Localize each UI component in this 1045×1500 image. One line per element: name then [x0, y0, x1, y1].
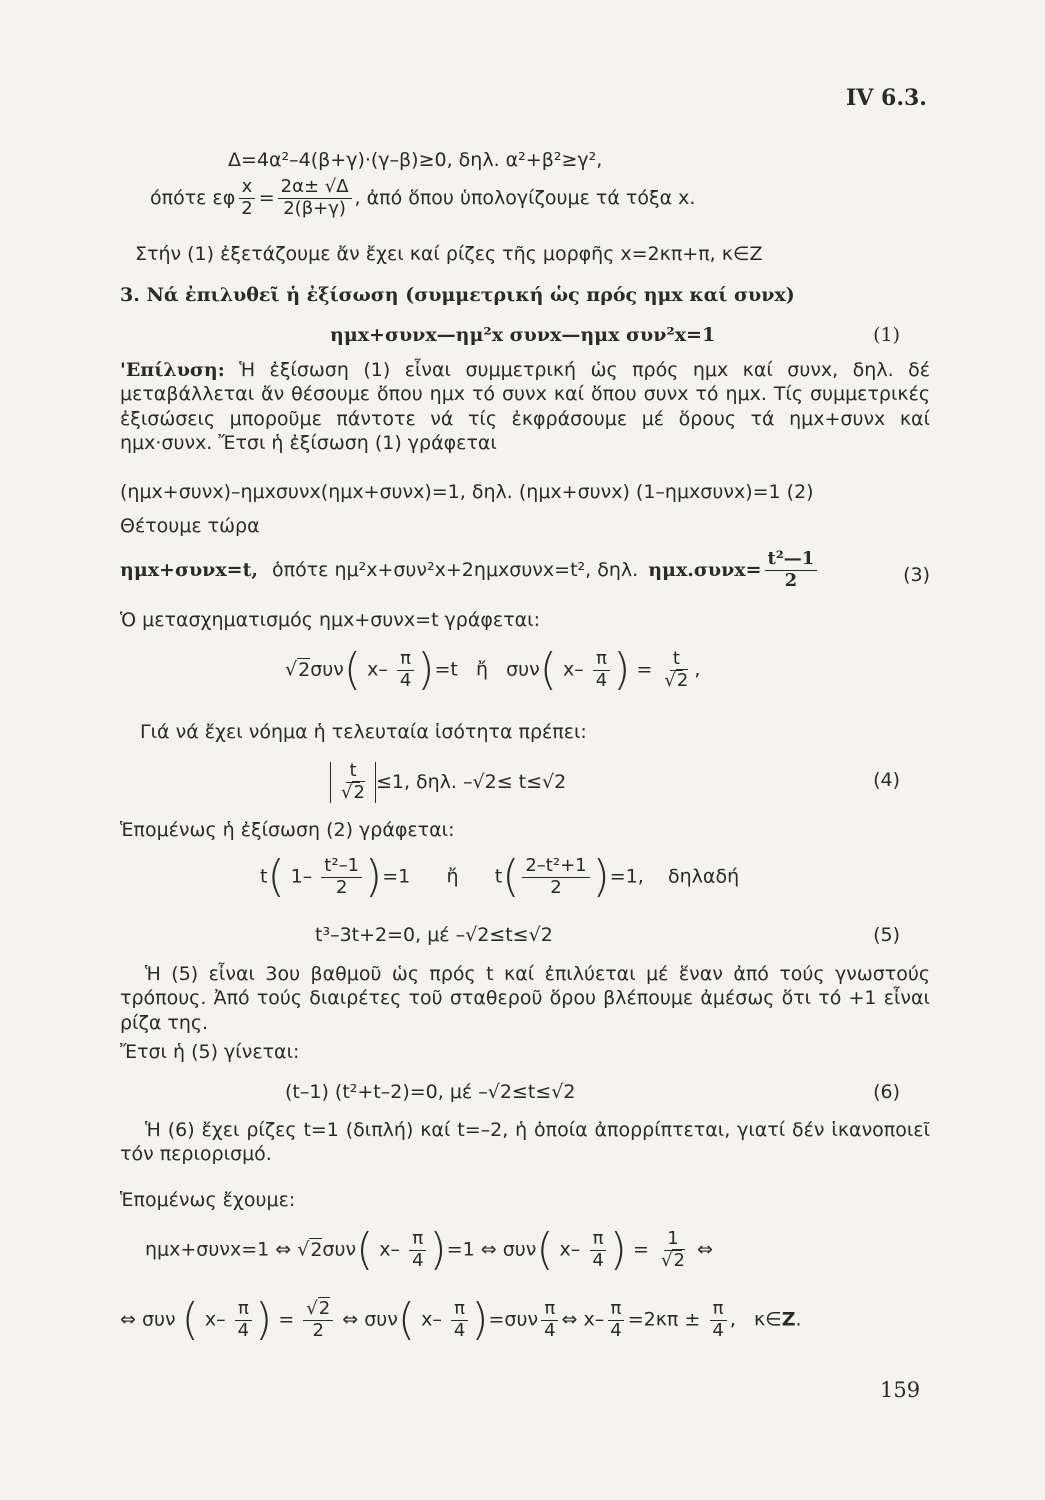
eq3-label: (3) [903, 564, 930, 586]
eq5-becomes: Ἔτσι ἡ (5) γίνεται: [120, 1041, 300, 1063]
solution-paragraph-3: Ἡ (6) ἔχει ρίζες t=1 (διπλή) καί t=–2, ἡ ὁποία ἀπορρίπτεται, γιατί δέν ἱκανοποιεῖ τόν περιορισμό. [120, 1119, 930, 1166]
final-chain-1: ημx+συνx=1 ⇔ √2συν( x– $\frac{\pi}{4}$ )=1 ⇔ συν( x– $\frac{\pi}{4}$ ) = $\frac{1}{√2}$ ⇔ [145, 1224, 713, 1275]
equation-6: (t–1) (t²+t–2)=0, μέ –√2≤t≤√2 [285, 1081, 576, 1103]
transform-equation: √2συν( x– $\frac{\pi}{4}$ )=t ἤ συν( x– $\frac{\pi}{4}$ ) = $\frac{t}{√2}$ , [285, 644, 701, 695]
eq1-label: (1) [873, 324, 900, 346]
equation-5: t³–3t+2=0, μέ –√2≤t≤√2 [315, 924, 553, 946]
solution-text-1: Ἡ ἐξίσωση (1) εἶναι συμμετρική ὡς πρός ημx καί συνx, δηλ. δέ μεταβάλλεται ἄν θέσουμε ὅπου ημx τό συνx καί ὅπου συνx τό ημx. Τίς συμμετρικές ἐξισώσεις μποροῦμε πάντοτε νά τίς ἐκφράσουμε μέ ὅρους τά ημx+συνx καί ημx·συνx. Ἔτσι ἡ ἐξίσωση (1) γράφεται [120, 359, 930, 454]
eq3-sub: ημx+συνx=t, [120, 558, 258, 581]
tan-prefix: όπότε εφ [150, 186, 236, 209]
half-num: x [239, 178, 256, 199]
tan-den: 2(β+γ) [283, 197, 346, 219]
equation-3 [120, 550, 820, 591]
tan-eq: = [258, 186, 275, 209]
page-number: 159 [880, 1378, 921, 1402]
eq3-den: 2 [784, 569, 798, 591]
hence: Ἑπομένως ἔχουμε: [120, 1189, 296, 1211]
set-now: Θέτουμε τώρα [120, 515, 260, 537]
delta-inequality: Δ=4α²–4(β+γ)·(γ–β)≥0, δηλ. α²+β²≥γ², [228, 149, 603, 171]
eq2-becomes: Ἑπομένως ἡ ἐξίσωση (2) γράφεται: [120, 819, 455, 841]
problem-title: 3. Νά ἐπιλυθεῖ ἡ ἐξίσωση (συμμετρική ὡς πρός ημx καί συνx) [120, 284, 795, 306]
equation-4: $\frac{t}{√2}$ ≤1, δηλ. –√2≤ t≤√2 [330, 762, 566, 803]
solution-label: 'Επίλυση: [120, 359, 225, 381]
roots-check-line: Στήν (1) ἐξετάζουμε ἄν ἔχει καί ρίζες τῆς μορφῆς x=2κπ+π, κ∈Z [135, 243, 763, 265]
section-label: IV 6.3. [846, 85, 927, 111]
eq3-product: ημx.συνx= [648, 558, 762, 581]
solution-paragraph-2: Ἡ (5) εἶναι 3ου βαθμοῦ ὡς πρός t καί ἐπιλύεται μέ ἕναν ἀπό τούς γνωστούς τρόπους. Ἀπό τούς διαιρέτες τοῦ σταθεροῦ ὅρου βλέπουμε ἀμέσως ὅτι τό +1 εἶναι ρίζα της. [120, 963, 930, 1034]
eq4-label: (4) [873, 769, 900, 791]
eq6-label: (6) [873, 1081, 900, 1103]
final-chain-2: ⇔ συν ( x– $\frac{\pi}{4}$ ) = $\frac{√2}{2}$ ⇔ συν( x– $\frac{\pi}{4}$ )=συν $\frac{\pi}{4}$ ⇔ x– $\frac{\pi}{4}$ =2κπ ± $\frac{\pi}{4}$ , κ∈Z. [120, 1294, 802, 1345]
eq3-num: t²—1 [765, 550, 818, 571]
condition-intro: Γιά νά ἔχει νόημα ἡ τελευταία ἰσότητα πρέπει: [140, 721, 587, 743]
equation-2: (ημx+συνx)–ημxσυνx(ημx+συνx)=1, δηλ. (ημx+συνx) (1–ημxσυνx)=1 (2) [120, 481, 814, 503]
problem-equation: ημx+συνx—ημ²x συνx—ημx συν²x=1 [330, 324, 716, 346]
tan-half-formula [150, 178, 695, 219]
solution-paragraph-1 [120, 358, 930, 455]
tan-num: 2α± √Δ [278, 178, 352, 199]
eq5-label: (5) [873, 924, 900, 946]
eq4-mid: ≤1, δηλ. –√2≤ t≤√2 [375, 770, 567, 793]
transform-intro: Ὁ μετασχηματισμός ημx+συνx=t γράφεται: [120, 609, 540, 631]
half-den: 2 [241, 197, 253, 219]
tan-suffix: , ἀπό ὅπου ὑπολογίζουμε τά τόξα x. [354, 186, 696, 209]
eq3-mid: ὁπότε ημ²x+συν²x+2ημxσυνx=t², δηλ. [272, 558, 639, 581]
substituted-equation: t( 1– $\frac{\text{t²–1}}{2}$ )=1 ἤ t( $\frac{\text{2–t²+1}}{2}$ )=1, δηλαδή [260, 851, 740, 902]
